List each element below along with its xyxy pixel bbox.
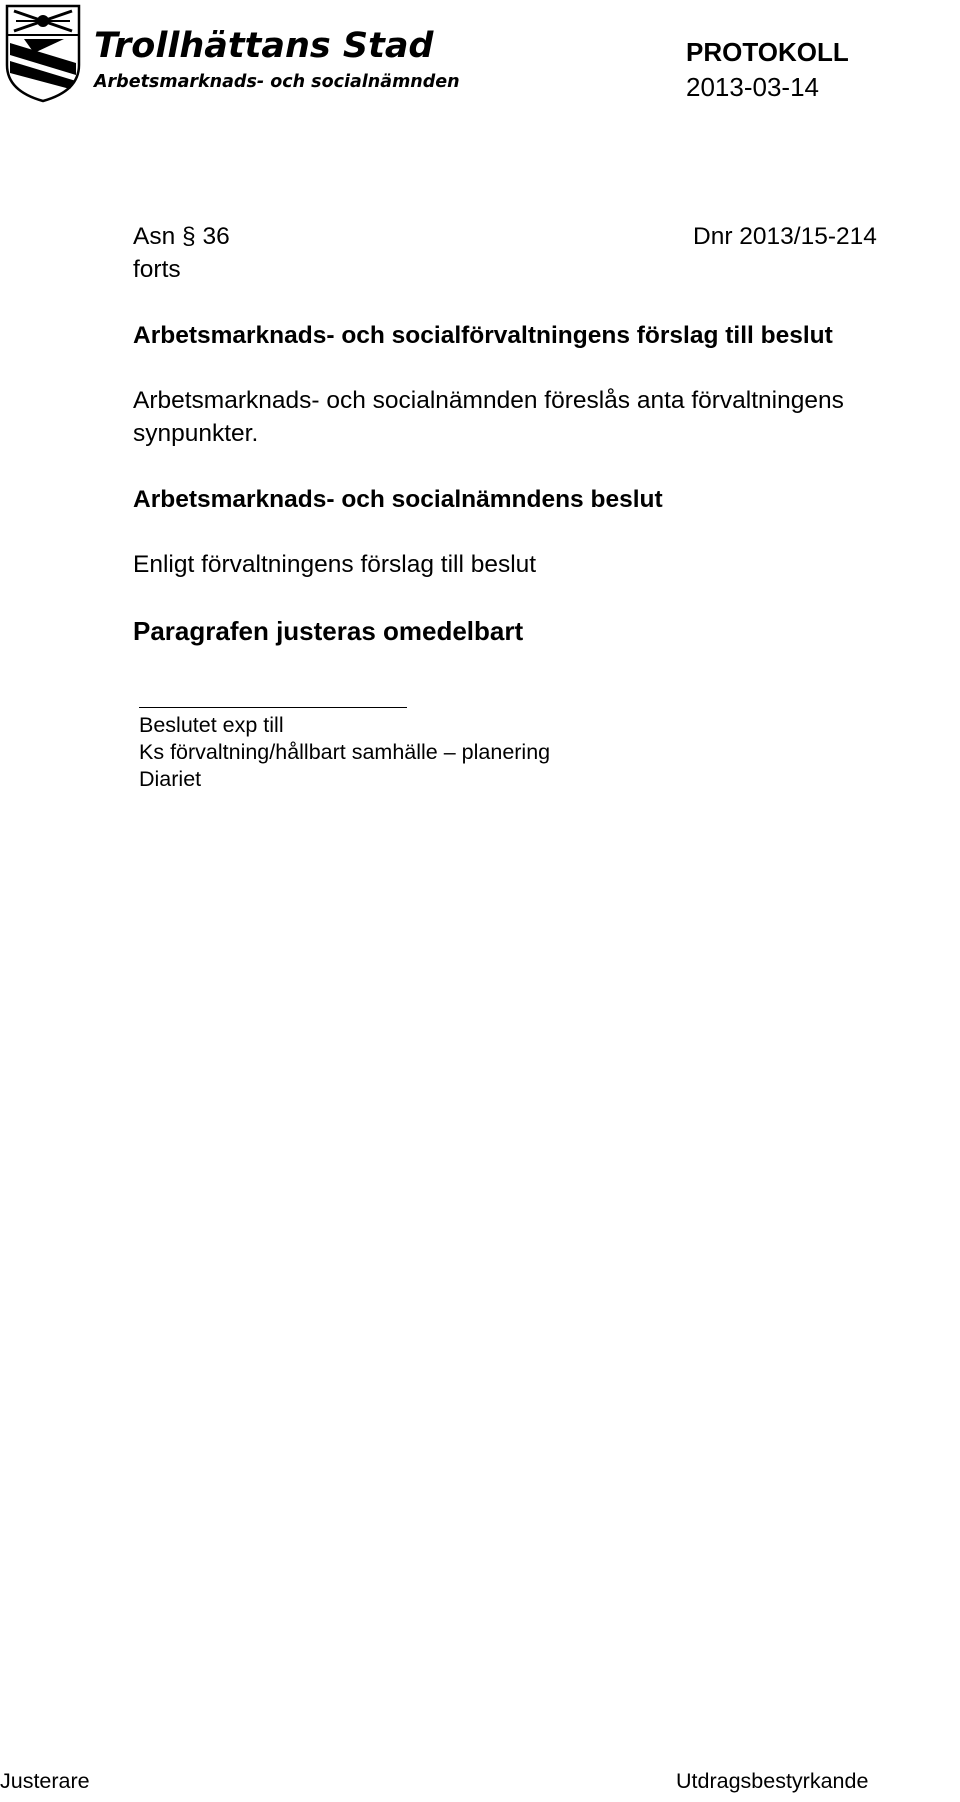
footer-justerare: Justerare (0, 1769, 90, 1793)
footer-utdragsbestyrkande: Utdragsbestyrkande (676, 1769, 869, 1793)
city-coat-of-arms-icon (4, 3, 82, 103)
diary-number: Dnr 2013/15-214 (693, 223, 877, 250)
proposal-heading: Arbetsmarknads- och socialförvaltningens förslag till beslut (133, 322, 833, 349)
decision-heading: Arbetsmarknads- och socialnämndens beslut (133, 486, 663, 513)
proposal-text-line-1: Arbetsmarknads- och socialnämnden föreslås anta förvaltningens (133, 387, 844, 414)
distribution-recipient: Ks förvaltning/hållbart samhälle – planering (139, 740, 551, 764)
paragraph-reference: Asn § 36 (133, 223, 230, 250)
justification-note: Paragrafen justeras omedelbart (133, 616, 524, 646)
document-type: PROTOKOLL (686, 37, 849, 67)
distribution-label: Beslutet exp till (139, 713, 284, 737)
org-name: Trollhättans Stad (94, 26, 434, 66)
continued-label: forts (133, 256, 181, 283)
proposal-text-line-2: synpunkter. (133, 420, 259, 447)
org-subtitle: Arbetsmarknads- och socialnämnden (94, 72, 460, 92)
decision-text: Enligt förvaltningens förslag till beslut (133, 551, 537, 578)
document-date: 2013-03-14 (686, 72, 819, 102)
separator-line (139, 707, 407, 708)
distribution-recipient: Diariet (139, 767, 202, 791)
